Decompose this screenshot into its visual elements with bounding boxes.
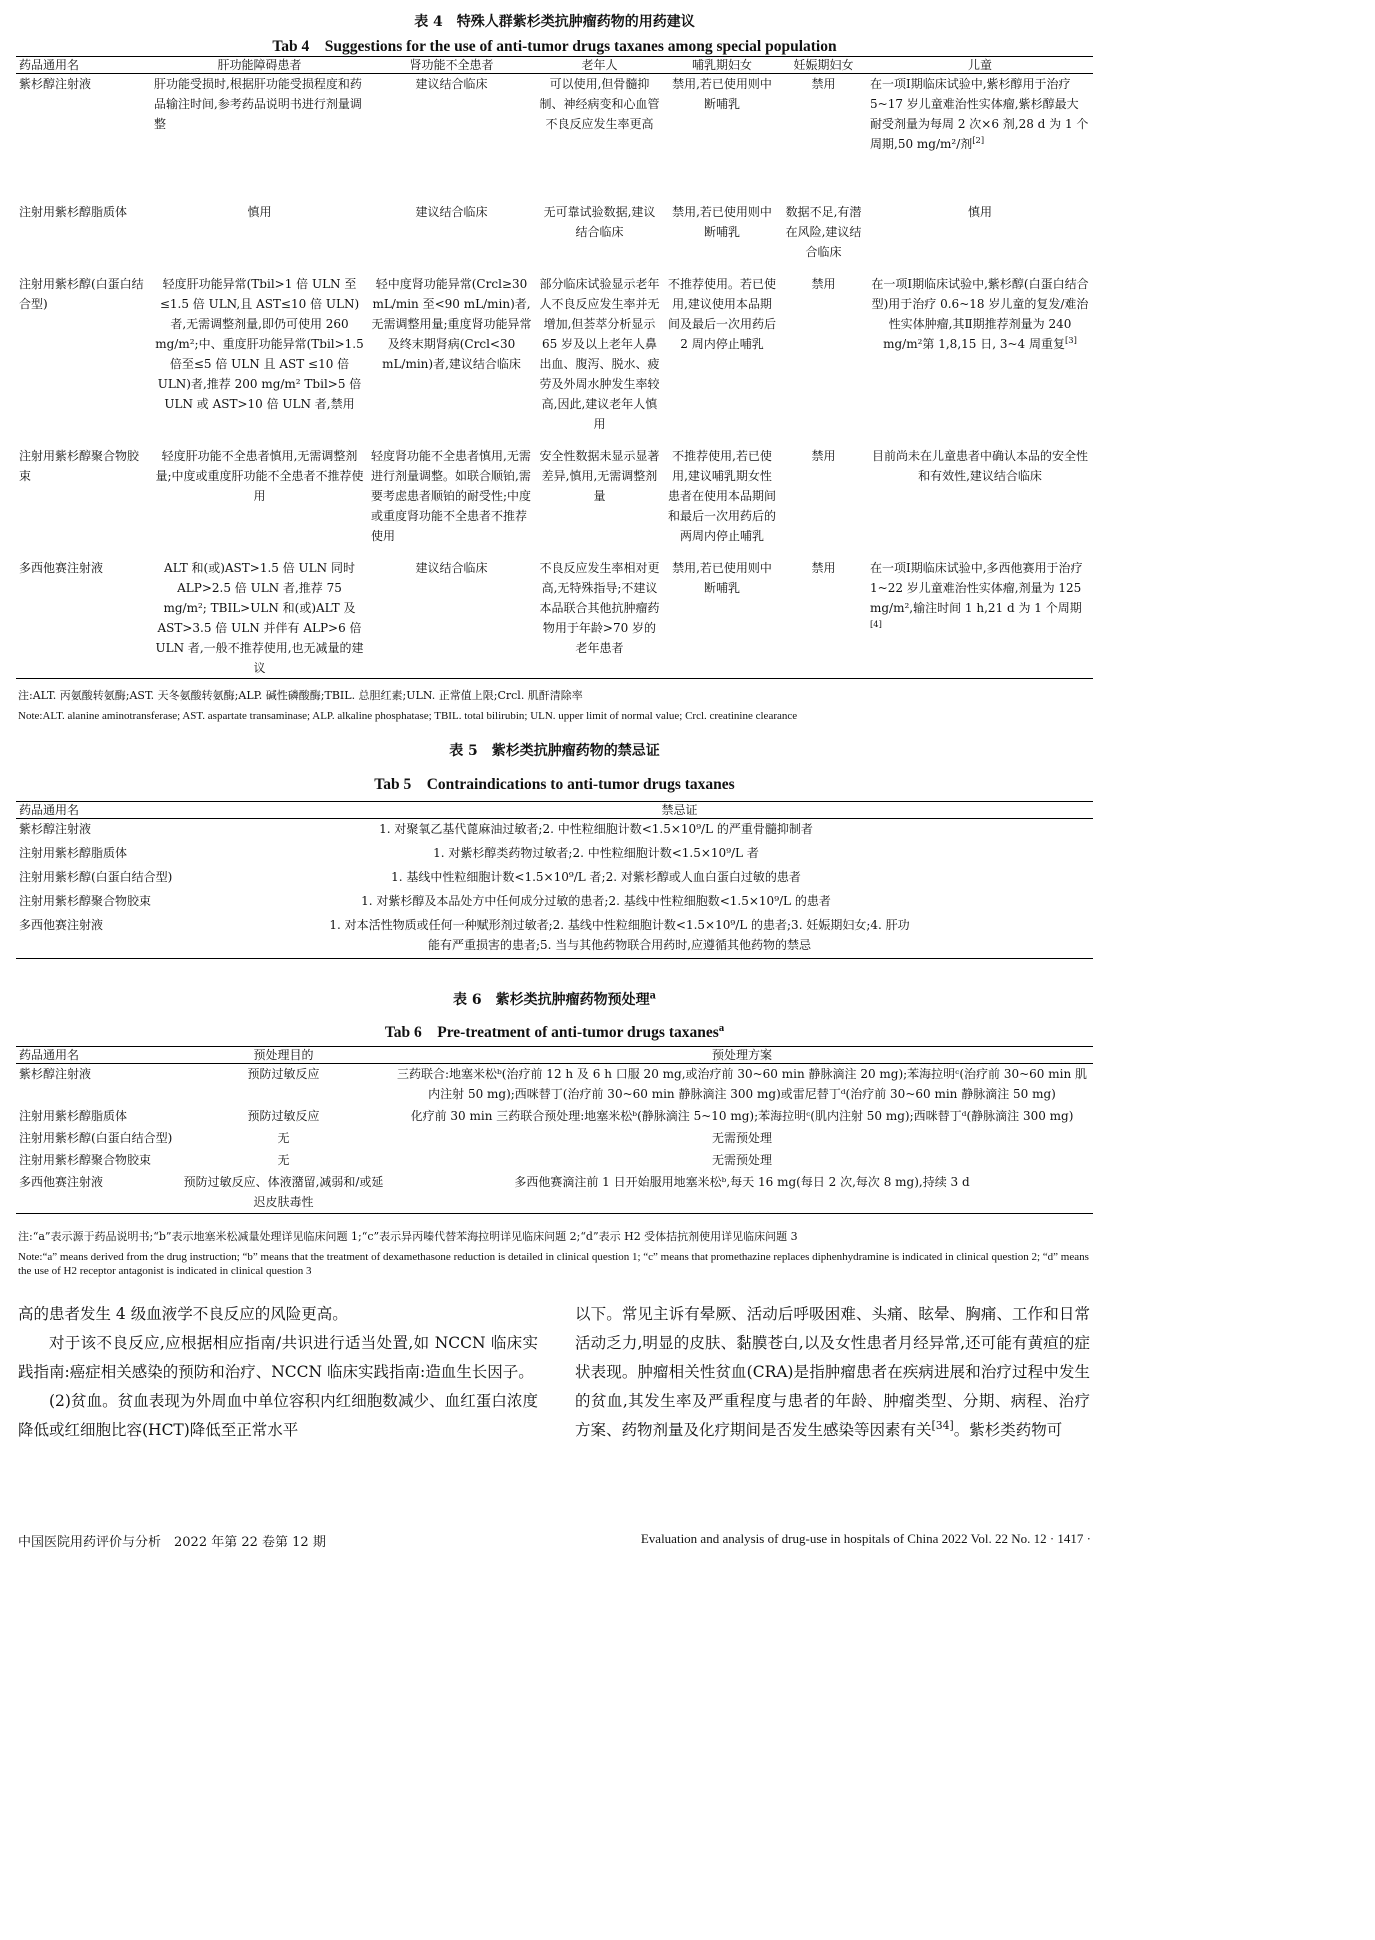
tab4-header-elderly: 老年人 [581, 58, 618, 72]
elderly-advice: 可以使用,但骨髓抑制、神经病变和心血管不良反应发生率更高 [539, 77, 660, 131]
tab5-header-row [16, 802, 1093, 819]
citation-ref: [34] [931, 1418, 954, 1432]
tab6-note-cn: 注:“a”表示源于药品说明书;“b”表示地塞米松减量处理详见临床问题 1;“c”表示异丙嗪代替苯海拉明详见临床问题 2;“d”表示 H2 受体拮抗剂使用详见临床问题 3 [18, 1230, 798, 1243]
drug-name: 注射用紫杉醇(白蛋白结合型) [19, 869, 173, 884]
drug-name: 注射用紫杉醇聚合物胶束 [19, 448, 140, 483]
lactating-advice: 不推荐使用。若已使用,建议使用本品期间及最后一次用药后 2 周内停止哺乳 [667, 276, 776, 351]
lactating-advice: 禁用,若已使用则中断哺乳 [672, 77, 772, 111]
children-advice-text: 在一项Ⅰ期临床试验中,多西他赛用于治疗 1~22 岁儿童难治性实体瘤,剂量为 125 mg/m²,输注时间 1 h,21 d 为 1 个周期 [870, 560, 1083, 615]
drug-name: 注射用紫杉醇(白蛋白结合型) [19, 276, 144, 311]
body-left-column [18, 1300, 538, 1445]
drug-name: 紫杉醇注射液 [19, 822, 92, 836]
children-advice-dose: 50 mg/m²/剂 [897, 137, 973, 151]
body-paragraph: 对于该不良反应,应根据相应指南/共识进行适当处置,如 NCCN 临床实践指南:癌症相关感染的预防和治疗、NCCN 临床实践指南:造血生长因子。 [18, 1334, 538, 1381]
children-advice [867, 274, 1093, 446]
liver-advice: ALT 和(或)AST>1.5 倍 ULN 同时 ALP>2.5 倍 ULN 者,推荐 75 mg/m²; TBIL>ULN 和(或)ALT 及 AST>3.5 倍 ULN 并伴有 ALP>6 倍 ULN 者,一般不推荐使用,也无减量的建议 [155, 560, 364, 675]
tab5-header-drug: 药品通用名 [19, 803, 80, 817]
kidney-advice: 轻中度肾功能异常(Crcl≥30 mL/min 至<90 mL/min)者,无需调整用量;重度肾功能异常及终末期肾病(Crcl<30 mL/min)者,建议结合临床 [371, 276, 532, 371]
kidney-advice: 轻度肾功能不全患者慎用,无需进行剂量调整。如联合顺铂,需要考虑患者顺铂的耐受性;中度或重度肾功能不全患者不推荐使用 [371, 448, 532, 543]
drug-name: 注射用紫杉醇脂质体 [19, 845, 128, 860]
contraindication: 1. 对聚氧乙基代蓖麻油过敏者;2. 中性粒细胞计数<1.5×10⁹/L 的严重骨髓抑制者 [379, 822, 813, 836]
pretreatment-purpose: 无 [277, 1152, 290, 1167]
footnote-marker: a [649, 990, 656, 1002]
pretreatment-purpose: 预防过敏反应、体液潴留,减弱和/或延迟皮肤毒性 [183, 1174, 384, 1209]
contraindication: 1. 对紫杉醇类药物过敏者;2. 中性粒细胞计数<1.5×10⁹/L 者 [433, 845, 759, 860]
contraindication: 1. 对紫杉醇及本品处方中任何成分过敏的患者;2. 基线中性粒细胞数<1.5×10⁹/L 的患者 [361, 893, 831, 908]
tab4-caption-en: Tab 4 Suggestions for the use of anti-tumor drugs taxanes among special population [272, 38, 837, 55]
liver-advice: 轻度肝功能不全患者慎用,无需调整剂量;中度或重度肝功能不全患者不推荐使用 [155, 448, 364, 503]
pretreatment-scheme: 无需预处理 [711, 1130, 772, 1145]
drug-name: 紫杉醇注射液 [19, 1067, 92, 1081]
body-paragraph: (2)贫血。贫血表现为外周血中单位容积内红细胞数减少、血红蛋白浓度降低或红细胞比容(HCT)降低至正常水平 [18, 1392, 538, 1439]
pretreatment-purpose: 预防过敏反应 [247, 1067, 320, 1081]
tab4-header-drug: 药品通用名 [19, 58, 80, 72]
children-advice-cycle: 3~4 周重复 [999, 336, 1065, 351]
tab4-header-kidney: 肾功能不全患者 [409, 58, 494, 72]
tab4-caption-cn: 表 4 特殊人群紫杉类抗肿瘤药物的用药建议 [414, 14, 695, 30]
liver-advice: 慎用 [247, 204, 272, 219]
tab6-header-purpose: 预处理目的 [253, 1048, 314, 1062]
kidney-advice: 建议结合临床 [415, 560, 488, 575]
tab5-table [16, 801, 1093, 959]
table-row [16, 891, 1093, 915]
table-row [16, 819, 1093, 843]
liver-advice: 肝功能受损时,根据肝功能受损程度和药品输注时间,参考药品说明书进行剂量调整 [154, 77, 362, 131]
elderly-advice: 安全性数据未显示显著差异,慎用,无需调整剂量 [539, 448, 660, 503]
liver-advice: 轻度肝功能异常(Tbil>1 倍 ULN 至≤1.5 倍 ULN,且 AST≤10 倍 ULN)者,无需调整剂量,即仍可使用 260 mg/m²;中、重度肝功能异常(Tbil>1.5 倍至≤5 倍 ULN 且 AST ≤10 倍 ULN)者,推荐 200 mg/m² Tbil>5 倍 ULN 或 AST>10 倍 ULN 者,禁用 [155, 276, 364, 411]
pregnant-advice: 禁用 [811, 276, 836, 291]
table-row [16, 1172, 1093, 1214]
children-advice [867, 558, 1093, 679]
body-paragraph: 高的患者发生 4 级血液学不良反应的风险更高。 [18, 1305, 348, 1323]
tab6-header-row [16, 1047, 1093, 1064]
tab6-caption-cn [0, 989, 1109, 1009]
table-row [16, 274, 1093, 446]
drug-name: 多西他赛注射液 [19, 560, 104, 575]
table-row [16, 446, 1093, 558]
citation-ref: [3] [1065, 334, 1077, 345]
tab6-caption-en [0, 1020, 1109, 1042]
footnote-marker: a [718, 1021, 725, 1034]
pretreatment-scheme: 多西他赛滴注前 1 日开始服用地塞米松ᵇ,每天 16 mg(每日 2 次,每次 8 mg),持续 3 d [514, 1174, 970, 1189]
table-row [16, 1150, 1093, 1172]
pretreatment-purpose: 预防过敏反应 [247, 1108, 320, 1123]
footer-journal-cn: 中国医院用药评价与分析 2022 年第 22 卷第 12 期 [18, 1535, 326, 1550]
table-row [16, 202, 1093, 274]
pregnant-advice: 禁用 [811, 448, 836, 463]
drug-name: 注射用紫杉醇脂质体 [19, 1108, 128, 1123]
table-row [16, 74, 1093, 202]
lactating-advice: 禁用,若已使用则中断哺乳 [672, 560, 772, 595]
pretreatment-purpose: 无 [277, 1130, 290, 1145]
tab5-header-contra: 禁忌证 [661, 803, 698, 817]
table-row [16, 1106, 1093, 1128]
tab4-header-pregnant: 妊娠期妇女 [793, 58, 854, 72]
body-paragraph-tail: 。紫杉类药物可 [953, 1421, 1063, 1439]
drug-name: 注射用紫杉醇聚合物胶束 [19, 1152, 152, 1167]
citation-ref: [2] [972, 135, 985, 145]
lactating-advice: 不推荐使用,若已使用,建议哺乳期女性患者在使用本品期间和最后一次用药后的两周内停止哺乳 [667, 448, 776, 543]
tab5-caption-en: Tab 5 Contraindications to anti-tumor drugs taxanes [374, 776, 735, 793]
body-right-column [575, 1300, 1090, 1445]
drug-name: 多西他赛注射液 [19, 1174, 104, 1189]
children-advice-text: 在一项Ⅰ期临床试验中,紫杉醇(白蛋白结合型)用于治疗 0.6~18 岁儿童的复发/难治性实体肿瘤,其Ⅱ期推荐剂量为 [871, 276, 1089, 331]
tab5-caption-cn: 表 5 紫杉类抗肿瘤药物的禁忌证 [449, 743, 660, 759]
elderly-advice: 无可靠试验数据,建议结合临床 [543, 204, 656, 239]
pretreatment-scheme: 三药联合:地塞米松ᵇ(治疗前 12 h 及 6 h 口服 20 mg,或治疗前 30~60 min 静脉滴注 20 mg);苯海拉明ᶜ(治疗前 30~60 min 肌内注射 50 mg);西咪替丁(治疗前 30~60 min 静脉滴注 300 mg)或雷尼替丁ᵈ(治疗前 30~60 min 静脉滴注 50 mg) [396, 1067, 1088, 1101]
elderly-advice: 部分临床试验显示老年人不良反应发生率并无增加,但荟萃分析显示 65 岁及以上老年人鼻出血、腹泻、脱水、疲劳及外周水肿发生率较高,因此,建议老年人慎用 [539, 276, 660, 431]
kidney-advice: 建议结合临床 [415, 204, 488, 219]
table-row [16, 1064, 1093, 1106]
elderly-advice: 不良反应发生率相对更高,无特殊指导;不建议本品联合其他抗肿瘤药物用于年龄>70 岁的老年患者 [539, 560, 660, 655]
table-row [16, 843, 1093, 867]
drug-name: 紫杉醇注射液 [19, 77, 92, 91]
pregnant-advice: 禁用 [811, 77, 836, 91]
tab6-caption-cn-text: 表 6 紫杉类抗肿瘤药物预处理 [453, 992, 650, 1008]
footer-journal-en: Evaluation and analysis of drug-use in hospitals of China 2022 Vol. 22 No. 12 · 1417 · [640, 1531, 1091, 1546]
tab6-header-drug: 药品通用名 [19, 1048, 80, 1062]
body-paragraph [575, 1300, 1090, 1445]
table-row [16, 915, 1093, 959]
tab6-header-scheme: 预处理方案 [711, 1048, 772, 1062]
drug-name: 注射用紫杉醇(白蛋白结合型) [19, 1130, 173, 1145]
kidney-advice: 建议结合临床 [415, 77, 488, 91]
contraindication: 1. 对本活性物质或任何一种赋形剂过敏者;2. 基线中性粒细胞计数<1.5×10⁹/L 的患者;3. 妊娠期妇女;4. 肝功能有严重损害的患者;5. 当与其他药物联合用药时,应遵循其他药物的禁忌 [329, 917, 910, 952]
pretreatment-scheme: 无需预处理 [711, 1152, 772, 1167]
children-advice: 慎用 [967, 204, 992, 219]
contraindication: 1. 基线中性粒细胞计数<1.5×10⁹/L 者;2. 对紫杉醇或人血白蛋白过敏的患者 [391, 869, 801, 884]
tab4-note-cn: 注:ALT. 丙氨酸转氨酶;AST. 天冬氨酸转氨酶;ALP. 碱性磷酸酶;TBIL. 总胆红素;ULN. 正常值上限;Crcl. 肌酐清除率 [18, 689, 583, 702]
tab4-note-en: Note:ALT. alanine aminotransferase; AST. aspartate transaminase; ALP. alkaline phosphatase; TBIL. total bilirubin; ULN. upper limit of normal value; Crcl. creatinine clearance [18, 710, 798, 722]
lactating-advice: 禁用,若已使用则中断哺乳 [672, 204, 772, 239]
body-paragraph-text: 以下。常见主诉有晕厥、活动后呼吸困难、头痛、眩晕、胸痛、工作和日常活动乏力,明显的皮肤、黏膜苍白,以及女性患者月经异常,还可能有黄疸的症状表现。肿瘤相关性贫血(CRA)是指肿瘤患者在疾病进展和治疗过程中发生的贫血,其发生率及严重程度与患者的年龄、肿瘤类型、分期、病程、治疗方案、药物剂量及化疗期间是否发生感染等因素有关 [575, 1305, 1090, 1439]
tab6-caption-en-text: Tab 6 Pre-treatment of anti-tumor drugs taxanes [384, 1024, 719, 1041]
tab6-table [16, 1046, 1093, 1214]
children-advice-text: 在一项Ⅰ期临床试验中,紫杉醇用于治疗 5~17 岁儿童难治性实体瘤,紫杉醇最大耐受剂量为每周 2 次×6 剂,28 d 为 1 个周期, [870, 77, 1089, 151]
children-advice-dose: 240 mg/m²第 1,8,15 日, [883, 316, 1072, 351]
table-row [16, 1128, 1093, 1150]
tab4-header-row [16, 57, 1093, 74]
pregnant-advice: 数据不足,有潜在风险,建议结合临床 [785, 204, 862, 259]
drug-name: 多西他赛注射液 [19, 917, 104, 932]
citation-ref: [4] [870, 618, 882, 629]
tab4-table [16, 56, 1093, 679]
drug-name: 注射用紫杉醇聚合物胶束 [19, 893, 152, 908]
tab4-header-liver: 肝功能障碍患者 [217, 58, 302, 72]
table-row [16, 867, 1093, 891]
children-advice: 目前尚未在儿童患者中确认本品的安全性和有效性,建议结合临床 [871, 448, 1088, 483]
pregnant-advice: 禁用 [811, 560, 836, 575]
tab4-header-lactating: 哺乳期妇女 [691, 58, 752, 72]
tab4-header-children: 儿童 [967, 58, 992, 72]
tab6-note-en: Note:“a” means derived from the drug instruction; “b” means that the treatment of dexamethasone reduction is detailed in clinical question 1; “c” means that promethazine replaces diphenhydramine is indicated in clinical question 2; “d” means the use of H2 receptor antagonist is indicated in clinical question 3 [18, 1251, 1089, 1277]
children-advice [867, 74, 1093, 202]
drug-name: 注射用紫杉醇脂质体 [19, 204, 128, 219]
pretreatment-scheme: 化疗前 30 min 三药联合预处理:地塞米松ᵇ(静脉滴注 5~10 mg);苯海拉明ᶜ(肌内注射 50 mg);西咪替丁ᵈ(静脉滴注 300 mg) [410, 1108, 1074, 1123]
table-row [16, 558, 1093, 679]
